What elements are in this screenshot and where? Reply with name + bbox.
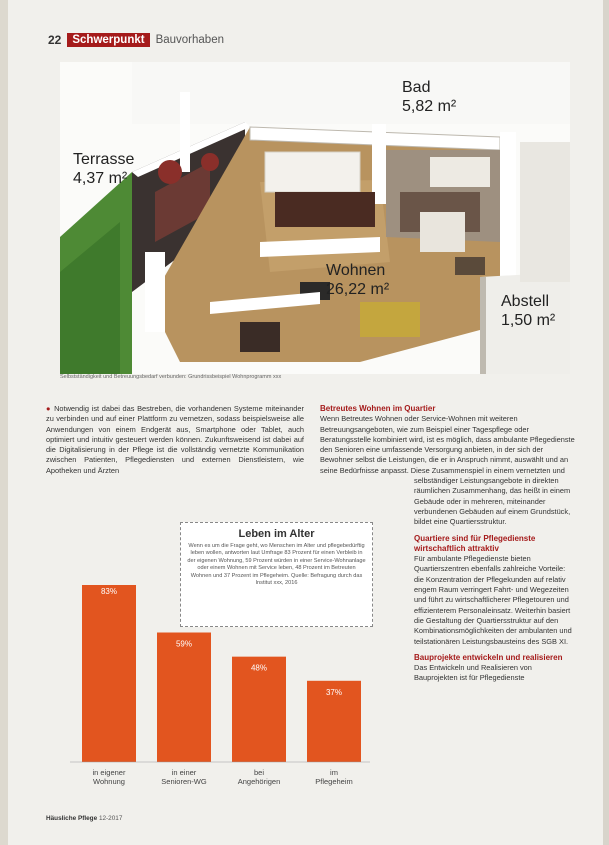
paragraph-quartiere: Für ambulante Pflegedienste bieten Quartierszentren ebenfalls zahlreiche Vorteile: die Konzentration der Pflegekunden auf relativ engem Raum verringert Fahrt- und Wegezeiten und führt zu wirtschaftlicherer Pflegetouren und effizienterem Personaleinsatz. Weiterhin basiert die Gestaltung der Quartiersstruktur auf den Kombinationsmöglichkeiten der ambulanten und teilstationären Leistungsbausteins des SGB XI. [414,554,572,646]
paragraph-bauprojekte: Das Entwickeln und Realisieren von Bauprojekten ist für Pflegedienste [414,663,532,683]
section-tag: Schwerpunkt [67,33,149,47]
page-footer [46,815,122,822]
floorplan-caption: Selbstständigkeit und Betreuungsbedarf verbunden: Grundrissbeispiel Wohnprogramm xxx [60,374,282,380]
bar-value-label-2: 59% [175,639,193,649]
floorplan-image [60,62,570,374]
bar-value-label-1: 83% [100,586,118,596]
room-label-wohnen: Wohnen 26,22 m² [326,262,390,298]
room-label-bad: Bad 5,82 m² [402,79,457,115]
section-subtitle: Bauvorhaben [155,34,224,46]
page-header [48,31,224,49]
heading-bauprojekte: Bauprojekte entwickeln und realisieren [414,652,563,662]
category-label-1: in eigener Wohnung [92,768,126,786]
heading-quartiere: Quartiere sind für Pflegedienste wirtschaftlich attraktiv [414,533,536,553]
info-box-title: Leben im Alter [238,528,315,540]
paragraph-quartiersstruktur: selbständiger Leistungsangebote in direkten räumlichen Zusammenhang, das heißt in einem Gebäude oder in mehreren, miteinander verbundenen Gebäuden auf einem Grundstück, bildet eine Quartiersstruktur. [414,476,571,527]
bullet-icon: ● [46,404,52,413]
heading-betreutes-wohnen: Betreutes Wohnen im Quartier [320,404,436,413]
category-label-4: im Pflegeheim [315,768,353,786]
left-paragraph: Notwendig ist dabei das Bestreben, die vorhandenen Systeme miteinander zu verbinden und auf einer Plattform zu vernetzen, sodass beispielsweise alle Anwendungen von einem Endgerät aus, Smartphone oder Tablet, auch optimiert und intuitiv gesteuert werden können. Zukunftsweisend ist dabei auf die Digitalisierung in der Pflege ist die vollständig vernetzte Kommunikation zwischen Patienten, Pflegediensten und externen Dienstleistern, wie Apotheken und Ärzten [46,404,304,475]
bar-1 [82,585,136,762]
category-label-2: in einer Senioren-WG [161,768,207,786]
bar-value-label-4: 37% [325,687,343,697]
room-label-abstell: Abstell 1,50 m² [501,293,556,329]
category-label-3: bei Angehörigen [237,768,281,786]
footer-issue: 12-2017 [98,815,123,822]
left-column-text [46,404,304,476]
page-edge-left [0,0,8,845]
page-edge-right [603,0,609,845]
bar-chart [60,585,378,810]
bar-2 [157,633,211,762]
footer-magazine: Häusliche Pflege [46,815,98,822]
paragraph-betreutes-wohnen: Wenn Betreutes Wohnen oder Service-Wohnen mit weiteren Betreuungsangeboten, wie zum Beispiel einer Tagespflege oder Beratungsstelle kombiniert wird, ist es möglich, dass ambulante Pflegedienste den Senioren eine umfassende Versorgung anbieten, in der sich der Bewohner selbst die Leistungen, die er in Anspruch nimmt, auswählt und an seine Bedürfnisse anpasst. Diese Zusammenspiel in einem vernetzten und [320,414,575,475]
room-label-terrasse: Terrasse 4,37 m² [73,151,135,187]
bar-chart-svg [60,585,378,810]
bar-value-label-3: 48% [250,663,268,673]
page-number: 22 [48,33,62,47]
info-box-text: Wenn es um die Frage geht, wo Menschen im Alter und pflegebedürftig leben wollen, antworten laut Umfrage 83 Prozent für einen Verbleib in der eigenen Wohnung, 59 Prozent würden in einer Service-Wohnanlage oder einem Wohnen mit Service leben, 48 Prozent im Betreuten Wohnen und 37 Prozent im Pflegeheim. Quelle: Befragung durch das Institut xxx, 2016 [187,543,366,587]
